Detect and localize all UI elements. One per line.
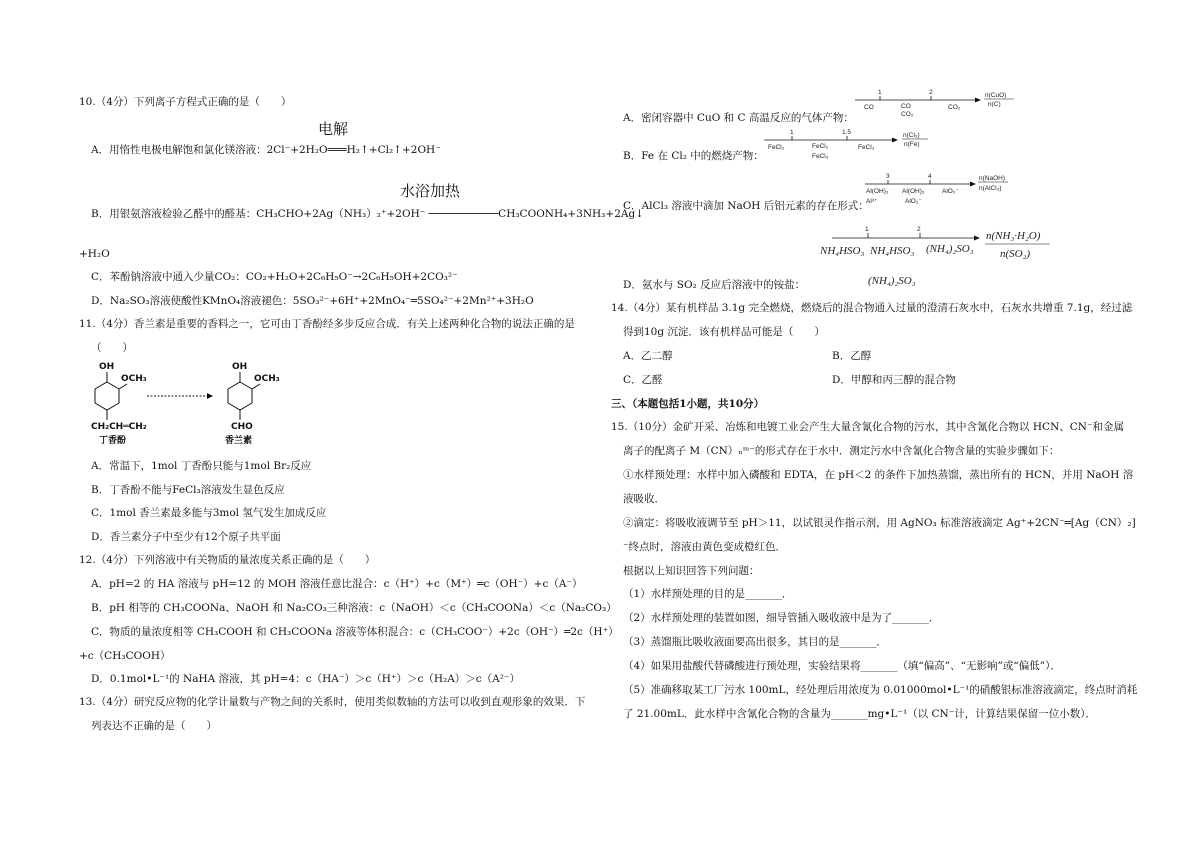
q15-line-7: 根据以上知识回答下列问题： (623, 565, 760, 577)
q12-option-a: A．pH=2 的 HA 溶液与 pH=12 的 MOH 溶液任意比混合：c（H⁺）+c（M⁺）═c（OH⁻）+c（A⁻） (91, 578, 583, 590)
mol2-och3: OCH₃ (254, 374, 280, 384)
axis-d-region-3: (NH₄)₂SO₃ (868, 275, 916, 287)
q10-stem: 10.（4分）下列离子方程式正确的是（ ） (79, 96, 292, 108)
axis-b-region-3: FeCl₃ (858, 144, 875, 151)
axis-c-region-2b: AlO₂⁻ (905, 198, 922, 205)
mol2-name: 香兰素 (225, 436, 253, 446)
q10-option-d: D．Na₂SO₃溶液使酸性KMnO₄溶液褪色：5SO₃²⁻+6H⁺+2MnO₄⁻═5SO₄²⁻+2Mn²⁺+3H₂O (91, 295, 534, 307)
axis-c-region-1a: Al(OH)₃ (866, 188, 889, 195)
benzene-ring-2 (228, 382, 252, 410)
axis-b-region-2b: FeCl₃ (812, 153, 829, 160)
axis-d (819, 226, 1050, 287)
axis-c-region-1b: Al³⁺ (866, 198, 878, 205)
axis-d-tick-2: 2 (917, 226, 921, 233)
reaction-arrow (207, 393, 213, 399)
q10-option-a: A．用惰性电极电解饱和氯化镁溶液：2Cl⁻+2H₂O═══H₂↑+Cl₂↑+2OH⁻ (91, 144, 441, 156)
axis-a-region-2a: CO (901, 103, 911, 110)
axis-a-region-1: CO (864, 104, 874, 111)
benzene-ring-1 (95, 382, 119, 410)
q15-sub-4: （4）如果用盐酸代替磷酸进行预处理，实验结果将_______（填“偏高”、“无影响”或“偏低”）． (623, 660, 1061, 672)
q14-stem: 14.（4分）某有机样品 3.1g 完全燃烧，燃烧后的混合物通入过量的澄清石灰水中，石灰水共增重 7.1g，经过滤 (611, 302, 1133, 314)
mol2-side-chain: CHO (231, 422, 253, 432)
axis-c-tick-1: 3 (886, 173, 890, 180)
q15-line-4: 液吸收． (623, 493, 665, 505)
axis-a-tick-2: 2 (929, 89, 933, 96)
axis-d-region-2b: (NH₄)₂SO₃ (926, 243, 974, 255)
axis-b-ratio-den: n(Fe) (904, 141, 920, 148)
axis-a-ratio-num: n(CuO) (985, 92, 1007, 99)
q10-option-b-cont: +H₂O (79, 248, 110, 260)
q12-option-c-cont: +c（CH₃COOH） (79, 650, 171, 662)
mol1-name: 丁香酚 (99, 436, 127, 446)
axis-b-tick-1: 1 (790, 129, 794, 136)
axis-a (855, 89, 1014, 118)
axis-c-region-3: AlO₂⁻ (942, 188, 959, 195)
q14-stem-cont: 得到10g 沉淀．该有机样品可能是（ ） (623, 326, 825, 338)
q15-line-3: ①水样预处理：水样中加入磷酸和 EDTA，在 pH＜2 的条件下加热蒸馏，蒸出所有的 HCN，并用 NaOH 溶 (623, 469, 1134, 481)
q10-cond-electrolysis: 电解 (318, 120, 349, 138)
q15-sub-5-cont: 了 21.00mL．此水样中含氰化合物的含量为_______mg•L⁻¹（以 CN⁻计，计算结果保留一位小数）． (623, 708, 1097, 720)
q11-blank: （ ） (91, 342, 133, 354)
axis-c-region-2a: Al(OH)₃ (902, 188, 925, 195)
q15-line-2: 离子的配离子 M（CN）ₙᵐ⁻的形式存在于水中．测定污水中含氰化合物含量的实验步骤如下： (623, 445, 1060, 457)
q12-option-b: B．pH 相等的 CH₃COONa、NaOH 和 Na₂CO₃三种溶液：c（NaOH）＜c（CH₃COONa）＜c（Na₂CO₃） (91, 602, 617, 614)
q11-option-b: B．丁香酚不能与FeCl₃溶液发生显色反应 (91, 484, 285, 496)
axis-b-tick-2: 1.5 (842, 129, 852, 136)
mol2-oh: OH (232, 362, 248, 372)
axis-a-region-2b: CO₂ (901, 111, 914, 118)
q15-line-6: ⁻终点时，溶液由黄色变成橙红色． (623, 541, 787, 553)
q12-option-d: D．0.1mol•L⁻¹的 NaHA 溶液，其 pH=4：c（HA⁻）＞c（H⁺）＞c（H₂A）＞c（A²⁻） (91, 673, 521, 685)
q11-option-d: D．香兰素分子中至少有12个原子共平面 (91, 531, 281, 543)
q11-option-c: C．1mol 香兰素最多能与3mol 氢气发生加成反应 (91, 507, 327, 519)
q15-sub-2: （2）水样预处理的装置如图，细导管插入吸收液中是为了_______． (623, 612, 940, 624)
axis-b-region-2a: FeCl₂ (812, 143, 829, 150)
q13-option-c: C．AlCl₃ 溶液中滴加 NaOH 后铝元素的存在形式： (623, 200, 869, 212)
q13-stem-cont: 列表达不正确的是（ ） (91, 720, 217, 732)
q15-sub-5: （5）准确移取某工厂污水 100mL，经处理后用浓度为 0.01000mol•L⁻¹的硝酸银标准溶液滴定，终点时消耗 (623, 684, 1138, 696)
axis-c (865, 173, 1008, 205)
q13-number-lines (760, 86, 1050, 298)
q13-option-a: A．密闭容器中 CuO 和 C 高温反应的气体产物： (623, 112, 854, 124)
q12-option-c: C．物质的量浓度相等 CH₃COOH 和 CH₃COONa 溶液等体积混合：c（CH₃COO⁻）+2c（OH⁻）═2c（H⁺） (91, 626, 619, 638)
axis-c-ratio-den: n(AlCl₃) (979, 185, 1002, 192)
q12-stem: 12.（4分）下列溶液中有关物质的量浓度关系正确的是（ ） (79, 554, 376, 566)
mol1-side-chain: CH₂CH═CH₂ (91, 422, 147, 432)
q15-sub-3: （3）蒸馏瓶比吸收液面要高出很多，其目的是_______． (623, 636, 887, 648)
axis-c-tick-2: 4 (928, 173, 932, 180)
q14-option-a: A．乙二醇 (623, 350, 673, 362)
axis-b-region-1: FeCl₂ (768, 144, 785, 151)
axis-a-ratio-den: n(C) (988, 101, 1001, 108)
q14-option-c: C．乙醛 (623, 374, 663, 386)
q14-option-d: D．甲醇和丙三醇的混合物 (832, 374, 956, 386)
q11-stem: 11.（4分）香兰素是重要的香料之一，它可由丁香酚经多步反应合成．有关上述两种化合物的说法正确的是 (79, 318, 575, 330)
section-3-heading: 三、（本题包括1小题，共10分） (611, 398, 765, 410)
q15-line-1: 15.（10分）金矿开采、冶炼和电镀工业会产生大量含氰化合物的污水，其中含氰化合物以 HCN、CN⁻和金属 (611, 421, 1125, 433)
q15-line-5: ②滴定：将吸收液调节至 pH＞11，以试银灵作指示剂，用 AgNO₃ 标准溶液滴定 Ag⁺+2CN⁻═[Ag（CN）₂] (623, 517, 1136, 529)
axis-c-ratio-num: n(NaOH) (979, 175, 1006, 182)
q13-option-d: D．氨水与 SO₂ 反应后溶液中的铵盐： (623, 279, 806, 291)
axis-d-region-1: NH₄HSO₃ (820, 245, 865, 257)
axis-d-tick-1: 1 (865, 226, 869, 233)
q11-structures (85, 360, 280, 450)
q13-stem: 13.（4分）研究反应物的化学计量数与产物之间的关系时，使用类似数轴的方法可以收到直观形象的效果．下 (79, 696, 586, 708)
q13-option-b: B．Fe 在 Cl₂ 中的燃烧产物： (623, 150, 764, 162)
axis-b (764, 129, 928, 160)
q11-option-a: A．常温下，1mol 丁香酚只能与1mol Br₂反应 (91, 460, 312, 472)
axis-d-ratio-den: n(SO₂) (1000, 248, 1031, 260)
axis-a-region-3: CO₂ (948, 104, 961, 111)
axis-d-ratio-num: n(NH₃·H₂O) (986, 230, 1041, 242)
q10-option-c: C．苯酚钠溶液中通入少量CO₂：CO₂+H₂O+2C₆H₅O⁻→2C₆H₅OH+2CO₃²⁻ (91, 271, 458, 283)
q14-option-b: B．乙醇 (832, 350, 872, 362)
axis-d-region-2a: NH₄HSO₃ (870, 245, 915, 257)
axis-a-tick-1: 1 (878, 89, 882, 96)
q15-sub-1: （1）水样预处理的目的是_______． (623, 588, 793, 600)
q10-cond-water-bath: 水浴加热 (400, 182, 461, 200)
mol1-och3: OCH₃ (121, 374, 147, 384)
axis-b-ratio-num: n(Cl₂) (903, 132, 920, 139)
q10-option-b: B．用银氨溶液检验乙醛中的醛基：CH₃CHO+2Ag（NH₃）₂⁺+2OH⁻ ───────────CH₃COONH₄+3NH₃+2Ag↓ (91, 208, 644, 220)
mol1-oh: OH (99, 362, 115, 372)
